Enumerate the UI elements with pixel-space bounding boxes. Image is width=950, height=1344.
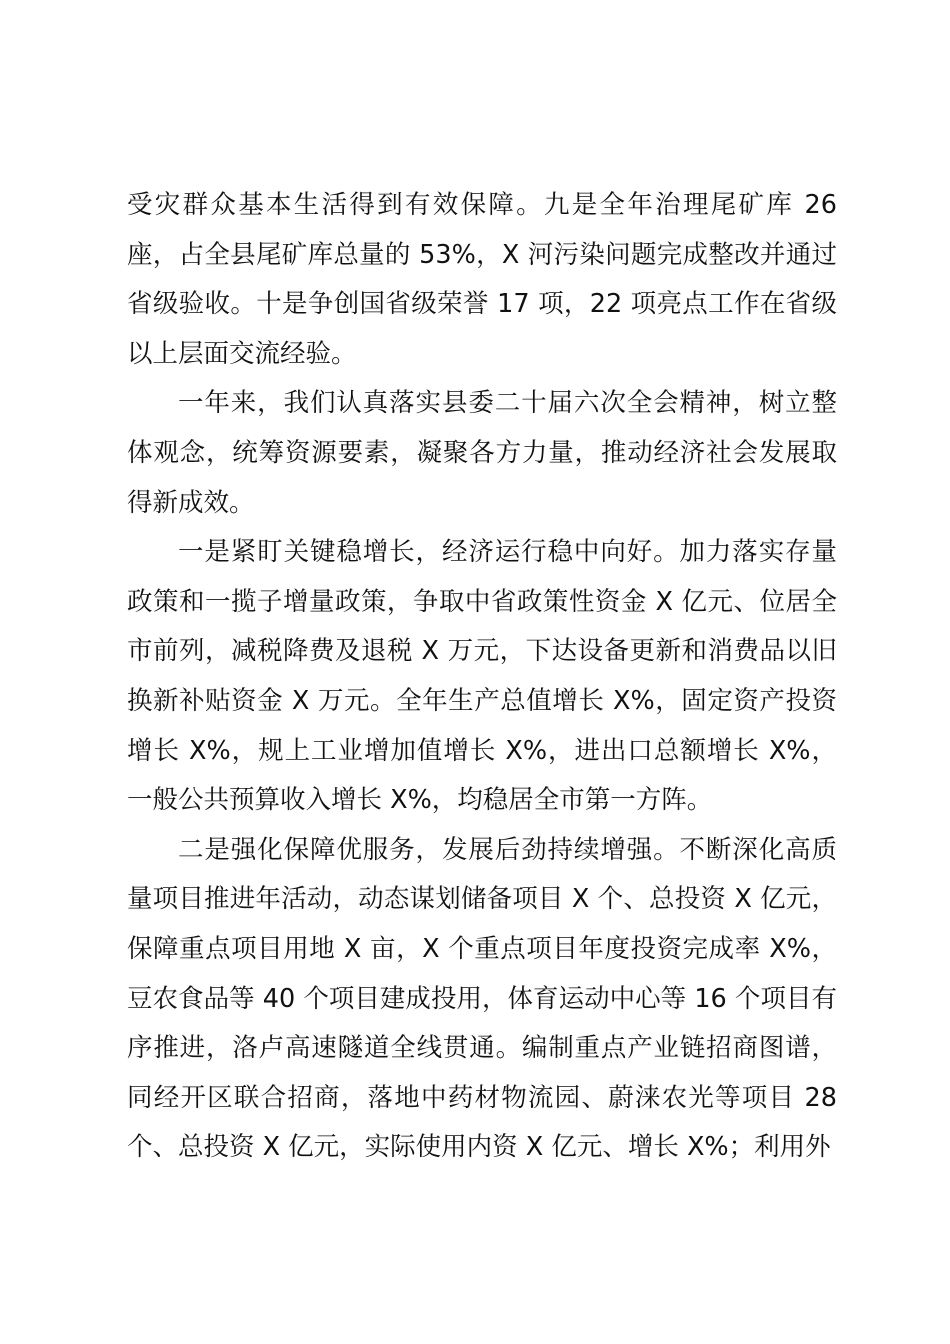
- paragraph-point-two: 二是强化保障优服务，发展后劲持续增强。不断深化高质量项目推进年活动，动态谋划储备项目 X 个、总投资 X 亿元，保障重点项目用地 X 亩，X 个重点项目年度投资完成率 X%，豆农食品等 40 个项目建成投用，体育运动中心等 16 个项目有序推进，洛卢高速隧道全线贯通。编制重点产业链招商图谱，同经开区联合招商，落地中药材物流园、蔚涞农光等项目 28 个、总投资 X 亿元，实际使用内资 X 亿元、增长 X%；利用外: [127, 834, 837, 1163]
- paragraph-point-one: 一是紧盯关键稳增长，经济运行稳中向好。加力落实存量政策和一揽子增量政策，争取中省政策性资金 X 亿元、位居全市前列，减税降费及退税 X 万元，下达设备更新和消费品以旧换新补贴资金 X 万元。全年生产总值增长 X%，固定资产投资增长 X%，规上工业增加值增长 X%，进出口总额增长 X%，一般公共预算收入增长 X%，均稳居全市第一方阵。: [127, 537, 837, 816]
- document-body: [127, 181, 837, 1173]
- paragraph-continuation: 受灾群众基本生活得到有效保障。九是全年治理尾矿库 26 座，占全县尾矿库总量的 53%，X 河污染问题完成整改并通过省级验收。十是争创国省级荣誉 17 项，22 项亮点工作在省级以上层面交流经验。: [127, 190, 837, 369]
- paragraph-summary: 一年来，我们认真落实县委二十届六次全会精神，树立整体观念，统筹资源要素，凝聚各方力量，推动经济社会发展取得新成效。: [127, 388, 837, 518]
